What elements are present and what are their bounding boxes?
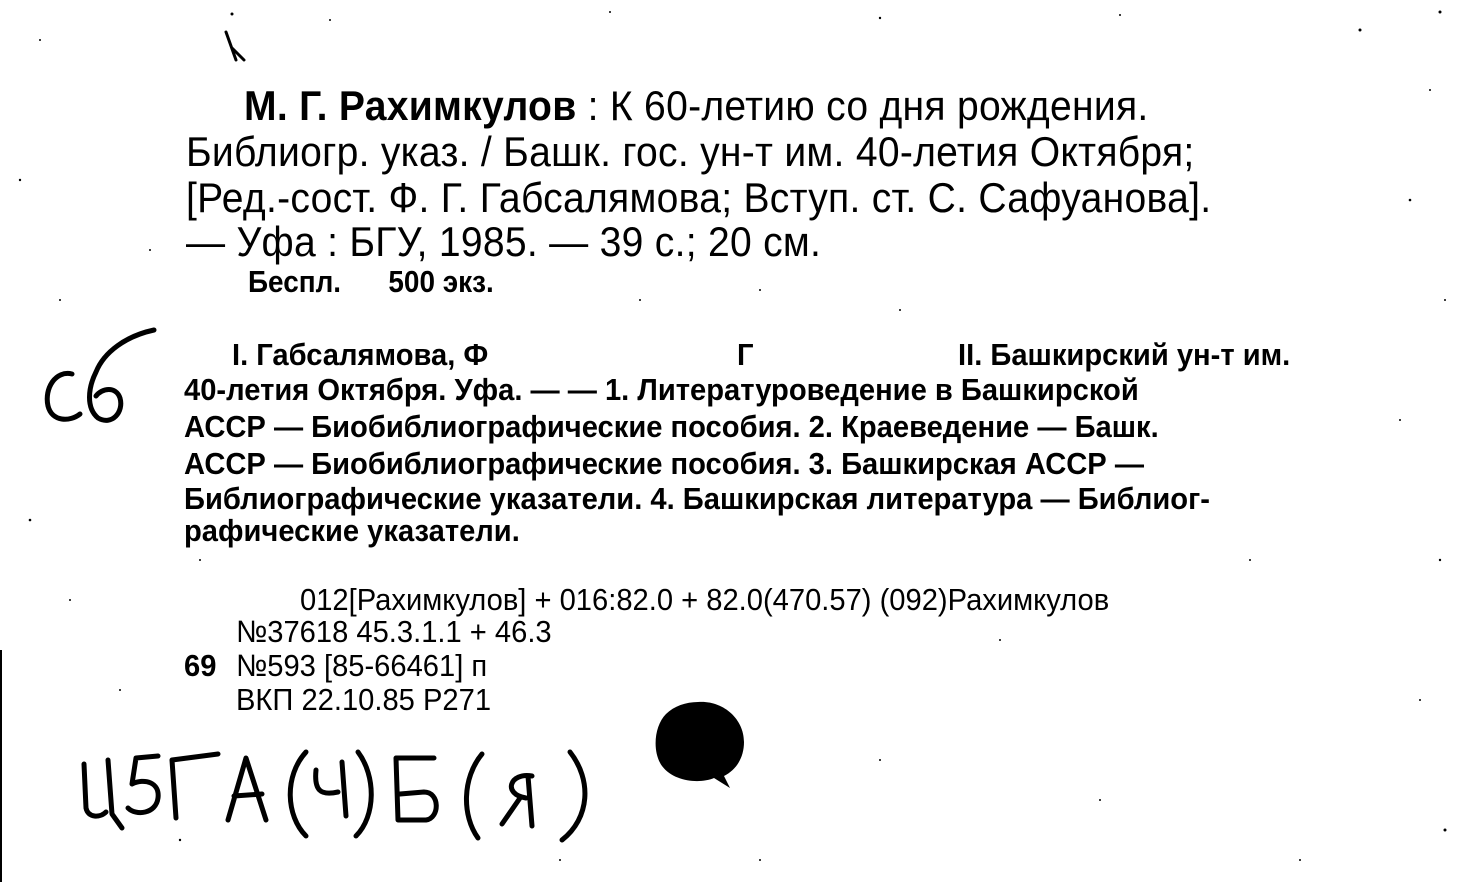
subject-line-3: АССР — Биобиблиографические пособия. 2. Краеведение — Башк. [184,409,1159,444]
title-text: : К 60-летию со дня рождения. [587,82,1149,129]
subject-line-4: АССР — Биобиблиографические пособия. 3. Башкирская АССР — [184,446,1144,481]
tick-mark-icon [218,30,252,70]
handwritten-shelf-code [70,736,600,846]
subject-line-2: 40-летия Октября. Уфа. — — 1. Литературоведение в Башкирской [184,372,1139,407]
price-line [248,264,494,300]
subject-line-1b: Г [737,337,754,372]
classification-line-4: ВКП 22.10.85 Р271 [236,682,492,717]
heading-line-3: [Ред.-сост. Ф. Г. Габсалямова; Вступ. ст. С. Сафуанова]. [186,174,1212,221]
classification-line-2: №37618 45.3.1.1 + 46.3 [236,614,552,649]
subject-line-5: Библиографические указатели. 4. Башкирская литература — Библиог- [184,481,1210,516]
handwritten-margin-note [36,322,166,432]
heading-line-1 [244,82,1149,130]
subject-line-6: рафические указатели. [184,513,520,548]
copies: 500 экз. [388,264,494,299]
price: Беспл. [248,264,342,299]
classification-line-3: №593 [85-66461] п [236,648,488,683]
classification-prefix: 69 [184,648,217,683]
ink-blot-icon [650,698,750,790]
heading-line-2: Библиогр. указ. / Башк. гос. ун-т им. 40-летия Октября; [186,128,1195,175]
subject-line-1a: I. Габсалямова, Ф [232,337,489,372]
left-edge-line [0,650,2,882]
heading-line-4: — Уфа : БГУ, 1985. — 39 с.; 20 см. [186,218,822,265]
author-name: М. Г. Рахимкулов [244,82,577,129]
subject-line-1c: II. Башкирский ун-т им. [958,337,1291,372]
classification-line-1: 012[Рахимкулов] + 016:82.0 + 82.0(470.57) (092)Рахимкулов [300,582,1110,617]
